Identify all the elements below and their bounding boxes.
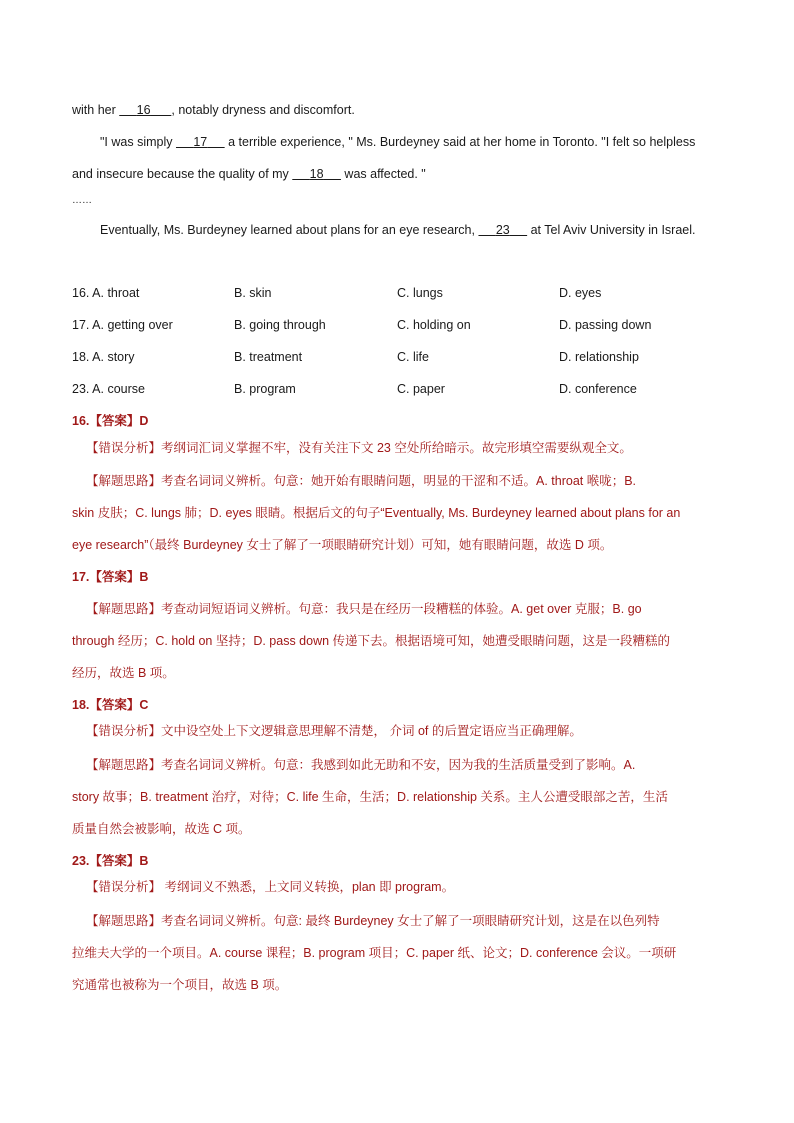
passage-line-2: "I was simply 17 a terrible experience, " Ms. Burdeyney said at her home in Toronto. "I felt so helpless [100,135,696,149]
option-d: D. eyes [559,286,602,300]
answer-18-solution-line-3: 质量自然会被影响，故选 C 项。 [72,822,251,836]
option-c: C. life [397,350,429,364]
answer-17-solution-line-1: 【解题思路】考查动词短语词义辨析。句意：我只是在经历一段糟糕的体验。A. get over 克服；B. go [86,602,642,616]
answer-17-solution-line-3: 经历，故选 B 项。 [72,666,175,680]
passage-line-1 [72,101,355,119]
answer-17-solution-line-2: through 经历；C. hold on 坚持；D. pass down 传递下去。根据语境可知，她遭受眼睛问题，这是一段糟糕的 [72,634,671,648]
answer-18-solution-line-2: story 故事；B. treatment 治疗，对待；C. life 生命，生活；D. relationship 关系。主人公遭受眼部之苦，生活 [72,790,668,804]
answer-23-heading: 23.【答案】B [72,854,149,868]
answer-16-heading: 16.【答案】D [72,414,149,428]
answer-23-error-analysis: 【错误分析】 考纲词义不熟悉，上文同义转换，plan 即 program。 [86,880,455,894]
answer-23-solution-line-1: 【解题思路】考查名词词义辨析。句意: 最终 Burdeyney 女士了解了一项眼睛研究计划，这是在以色列特 [86,914,660,928]
blank-18: 18 [309,167,324,181]
option-d: D. relationship [559,350,639,364]
ellipsis: …… [72,195,92,206]
blank-17: 17 [193,135,208,149]
answer-16-error-analysis: 【错误分析】考纲词汇词义掌握不牢，没有关注下文 23 空处所给暗示。故完形填空需要纵观全文。 [86,441,632,455]
option-d: D. conference [559,382,637,396]
answer-18-heading: 18.【答案】C [72,698,149,712]
answer-17-heading: 17.【答案】B [72,570,149,584]
answer-16-solution-line-1: 【解题思路】考查名词词义辨析。句意：她开始有眼睛问题，明显的干涩和不适。A. throat 喉咙；B. [86,474,637,488]
answer-18-error-analysis: 【错误分析】文中设空处上下文逻辑意思理解不清楚， 介词 of 的后置定语应当正确理解。 [86,724,582,738]
option-a: 18. A. story [72,350,135,364]
answer-16-solution-line-3: eye research”（最终 Burdeyney 女士了解了一项眼睛研究计划）可知，她有眼睛问题，故选 D 项。 [72,538,613,552]
option-c: C. lungs [397,286,443,300]
answer-23-solution-line-3: 究通常也被称为一个项目，故选 B 项。 [72,978,288,992]
option-b: B. going through [234,318,326,332]
passage-line-3: and insecure because the quality of my 18 was affected. " [72,167,426,181]
option-a: 17. A. getting over [72,318,173,332]
answer-16-solution-line-2: skin 皮肤；C. lungs 肺；D. eyes 眼睛。根据后文的句子“Eventually, Ms. Burdeyney learned about plans for an [72,506,681,520]
option-c: C. paper [397,382,445,396]
option-a: 16. A. throat [72,286,140,300]
option-b: B. treatment [234,350,303,364]
answer-18-solution-line-1: 【解题思路】考查名词词义辨析。句意：我感到如此无助和不安，因为我的生活质量受到了影响。A. [86,758,636,772]
option-b: B. skin [234,286,272,300]
passage-line-4: Eventually, Ms. Burdeyney learned about plans for an eye research, 23 at Tel Aviv University in Israel. [100,223,696,237]
blank-16: 16 [136,103,151,117]
option-d: D. passing down [559,318,652,332]
text: , notably dryness and discomfort. [171,103,355,117]
blank-23: 23 [495,223,510,237]
option-b: B. program [234,382,296,396]
answer-23-solution-line-2: 拉维夫大学的一个项目。A. course 课程；B. program 项目；C. paper 纸、论文；D. conference 会议。一项研 [72,946,677,960]
option-a: 23. A. course [72,382,145,396]
text: with her [72,103,120,117]
option-c: C. holding on [397,318,471,332]
